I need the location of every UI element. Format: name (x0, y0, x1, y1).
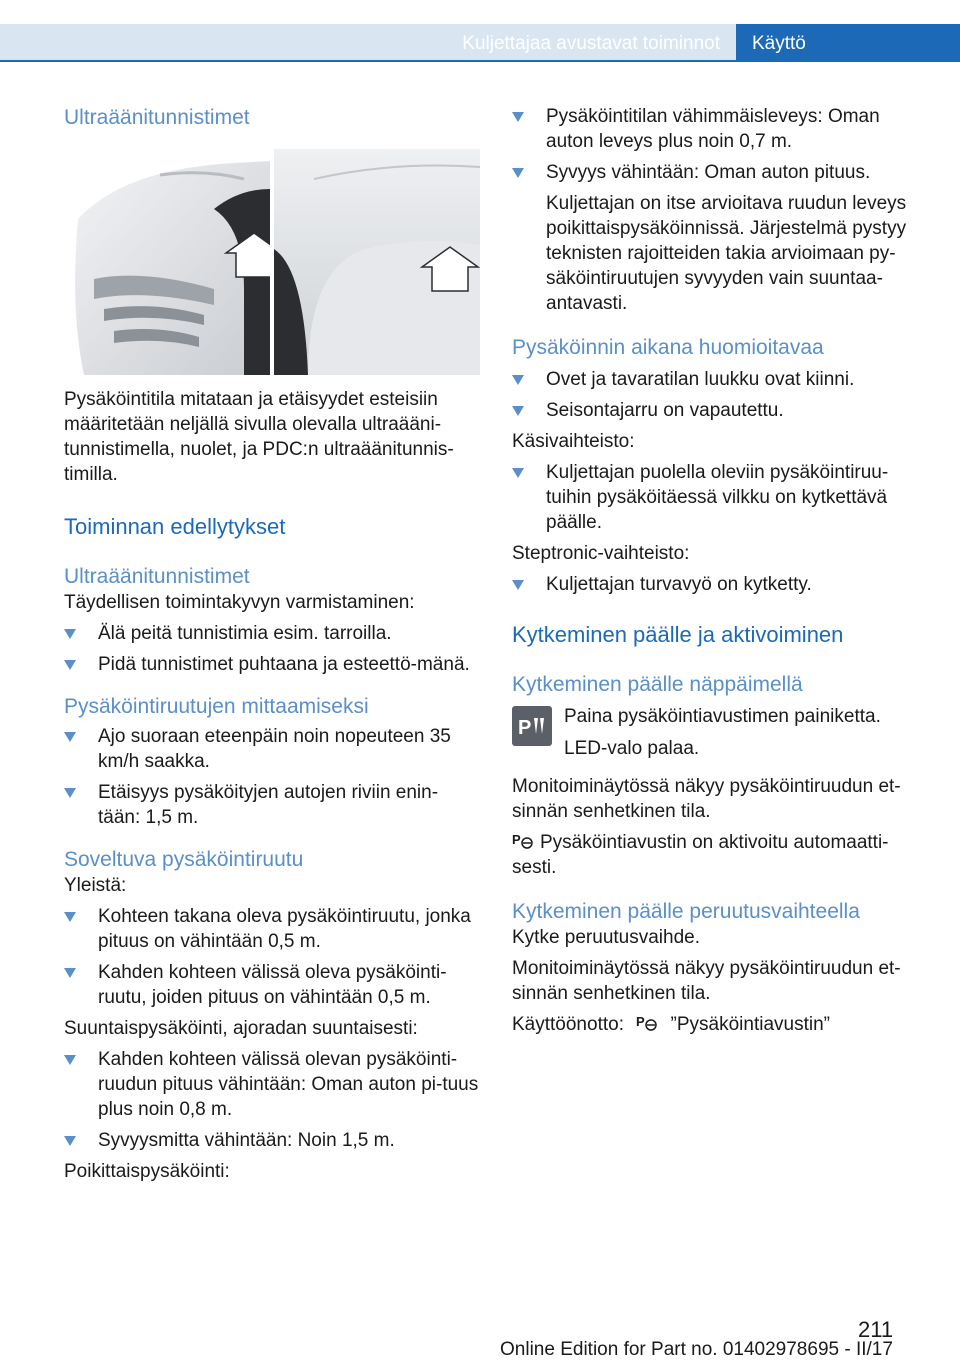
triangle-bullet-icon (64, 1055, 76, 1065)
display-status-text-2: Monitoiminäytössä näkyy pysäköintiruudun et-sinnän senhetkinen tila. (512, 958, 901, 1004)
heading-prerequisites: Toiminnan edellytykset (64, 514, 286, 539)
car-bumper-illustration (64, 149, 480, 375)
list-item: Syvyysmitta vähintään: Noin 1,5 m. (64, 1128, 480, 1153)
heading-sensors: Ultraäänitunnistimet (64, 106, 250, 129)
svg-text:P: P (518, 717, 532, 739)
list-item: Kohteen takana oleva pysäköintiruutu, jonka pituus on vähintään 0,5 m. (64, 904, 480, 954)
list-item: Pidä tunnistimet puhtaana ja esteettö-mänä. (64, 652, 480, 677)
list-item: Pysäköintitilan vähimmäisleveys: Oman auton leveys plus noin 0,7 m. (512, 104, 928, 154)
triangle-bullet-icon (64, 732, 76, 742)
list-item: Ovet ja tavaratilan luukku ovat kiinni. (512, 367, 928, 392)
perpendicular-label: Poikittaispysäköinti: (64, 1161, 230, 1182)
list-item: Syvyys vähintään: Oman auton pituus. (512, 160, 928, 185)
auto-activated-text: P Pysäköintiavustin on aktivoitu automaatti-sesti. (512, 832, 889, 878)
triangle-bullet-icon (512, 580, 524, 590)
heading-switch-on: Kytkeminen päälle ja aktivoiminen (512, 622, 844, 647)
list-item: Älä peitä tunnistimia esim. tarroilla. (64, 621, 480, 646)
parallel-list (64, 1047, 480, 1153)
svg-text:P: P (636, 1014, 645, 1029)
right-column (512, 100, 928, 1037)
general-list (64, 904, 480, 1010)
list-item: Kuljettajan puolella oleviin pysäköintiruu-tuihin pysäköitäessä vilkku on kytkettävä päälle. (512, 460, 928, 535)
steptronic-label: Steptronic-vaihteisto: (512, 543, 690, 564)
list-item: Kahden kohteen välissä oleva pysäköinti-ruutu, joiden pituus on vähintään 0,5 m. (64, 960, 480, 1010)
heading-switch-reverse: Kytkeminen päälle peruutusvaihteella (512, 900, 860, 923)
page-number: 211 (858, 1317, 894, 1342)
sensor-description: Pysäköintitila mitataan ja etäisyydet esteisiin määritetään neljällä sivulla olevalla ultraääni-tunnistimella, nuolet, ja PDC:n ultraäänitunnis-timilla. (64, 389, 454, 485)
triangle-bullet-icon (512, 375, 524, 385)
svg-text:P: P (512, 832, 521, 847)
heading-sensors-2: Ultraäänitunnistimet (64, 565, 250, 588)
triangle-bullet-icon (512, 168, 524, 178)
header-chapter-title: Käyttö (752, 33, 806, 54)
reverse-text: Kytke peruutusvaihde. (512, 927, 701, 948)
display-status-text: Monitoiminäytössä näkyy pysäköintiruudun et-sinnän senhetkinen tila. (512, 776, 901, 822)
triangle-bullet-icon (64, 1136, 76, 1146)
led-text: LED-valo palaa. (564, 738, 700, 759)
header-section-bar (0, 24, 736, 62)
header-section-title: Kuljettajaa avustavat toiminnot (462, 33, 720, 54)
general-label: Yleistä: (64, 875, 127, 896)
heading-during-parking: Pysäköinnin aikana huomioitavaa (512, 336, 824, 359)
triangle-bullet-icon (64, 788, 76, 798)
heading-measuring: Pysäköintiruutujen mittaamiseksi (64, 695, 369, 718)
list-item: Kahden kohteen välissä olevan pysäköinti-ruudun pituus vähintään: Oman auton pi-tuus plus noin 0,8 m. (64, 1047, 480, 1122)
list-item: Etäisyys pysäköityjen autojen riviin enin-tään: 1,5 m. (64, 780, 480, 830)
measure-list (64, 724, 480, 830)
heading-suitable-space: Soveltuva pysäköintiruutu (64, 848, 304, 871)
parking-assist-symbol-icon (512, 706, 552, 746)
parking-assist-small-icon (635, 1012, 659, 1032)
heading-switch-button: Kytkeminen päälle näppäimellä (512, 673, 803, 696)
steptronic-list (512, 572, 928, 597)
parking-assist-small-icon (512, 830, 534, 850)
footer-edition: Online Edition for Part no. 01402978695 - II/17 (500, 1339, 893, 1360)
page-header (0, 0, 960, 62)
triangle-bullet-icon (64, 660, 76, 670)
button-instruction (512, 706, 928, 766)
parallel-label: Suuntaispysäköinti, ajoradan suuntaisesti: (64, 1018, 418, 1039)
sensor-list (64, 621, 480, 677)
sensor-figure (64, 149, 480, 375)
activation-line: Käyttöönotto: P ”Pysäköintiavustin” (512, 1014, 830, 1035)
left-column (64, 100, 480, 1184)
header-chapter-tab (736, 24, 960, 62)
triangle-bullet-icon (512, 468, 524, 478)
manual-list (512, 460, 928, 535)
triangle-bullet-icon (512, 406, 524, 416)
triangle-bullet-icon (64, 912, 76, 922)
triangle-bullet-icon (64, 968, 76, 978)
triangle-bullet-icon (512, 112, 524, 122)
list-item: Kuljettajan turvavyö on kytketty. (512, 572, 928, 597)
perpendicular-list (512, 104, 928, 185)
parking-assist-button-icon (512, 706, 552, 746)
triangle-bullet-icon (64, 629, 76, 639)
full-function-text: Täydellisen toimintakyvyn varmistaminen: (64, 592, 415, 613)
list-item: Ajo suoraan eteenpäin noin nopeuteen 35 km/h saakka. (64, 724, 480, 774)
list-item: Seisontajarru on vapautettu. (512, 398, 928, 423)
during-list (512, 367, 928, 423)
perpendicular-note: Kuljettajan on itse arvioitava ruudun leveys poikittaispysäköinnissä. Järjestelmä pystyy teknisten rajoitteiden takia arvioimaan py-säköintiruutujen syvyyden vain suuntaa-antavasti. (546, 193, 907, 314)
button-text: Paina pysäköintiavustimen painiketta. (564, 706, 881, 727)
manual-label: Käsivaihteisto: (512, 431, 635, 452)
